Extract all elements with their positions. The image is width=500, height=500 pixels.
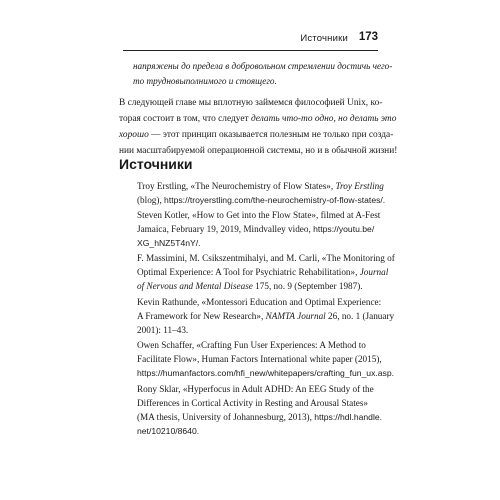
reference-link[interactable]: XG_hNZ5T4nY/.	[137, 238, 201, 248]
reference-line: Jamaica, February 19, 2019, Mindvalley video, https://youtu.be/	[137, 224, 375, 234]
body-line: нии масштабируемой операционной системы, но и в обычной жизни!	[119, 146, 398, 156]
body-line: В следующей главе мы вплотную займемся философией Unix, ко-	[119, 98, 383, 108]
reference-link[interactable]: https://hdl.handle.	[314, 412, 383, 422]
reference-item	[137, 208, 387, 250]
reference-line: Troy Erstling, «The Neurochemistry of Flow States», Troy Erstling	[137, 181, 384, 191]
reference-line: Optimal Experience: A Tool for Psychiatric Rehabilitation», Journal	[137, 267, 389, 277]
section-heading: Источники	[119, 156, 193, 172]
reference-line: (MA thesis, University of Johannesburg, 2013), https://hdl.handle.	[137, 412, 383, 422]
reference-line: Steven Kotler, «How to Get into the Flow State», filmed at A-Fest	[137, 210, 381, 220]
quote-line: напряжены до предела в добровольном стремлении достичь чего-	[133, 61, 393, 71]
reference-link[interactable]: https://youtu.be/	[313, 224, 375, 234]
body-line: хорошо — этот принцип оказывается полезным не только при созда-	[119, 130, 394, 140]
reference-item	[137, 338, 394, 380]
reference-line: F. Massimini, M. Csikszentmihalyi, and M. Carli, «The Monitoring of	[137, 253, 395, 263]
reference-link[interactable]: https://humanfactors.com/hfi_new/whitepapers/crafting_fun_ux.asp.	[137, 368, 394, 378]
body-line: торая состоит в том, что следует делать что-то одно, но делать это	[119, 114, 397, 124]
running-header	[123, 31, 378, 51]
emphasis-text: делать что-то одно, но делать это	[250, 114, 397, 124]
reference-line: Owen Schaffer, «Crafting Fun User Experiences: A Method to	[137, 340, 366, 350]
body-paragraph	[119, 95, 398, 159]
reference-line: Facilitate Flow», Human Factors International white paper (2015),	[137, 354, 382, 364]
quote-line: то трудновыполнимого и стоящего.	[133, 76, 277, 86]
reference-line: Rony Sklar, «Hyperfocus in Adult ADHD: An EEG Study of the	[137, 384, 374, 394]
running-header-title: Источники	[300, 33, 348, 44]
reference-line: A Framework for New Research», NAMTA Journal 26, no. 1 (January	[137, 311, 395, 321]
emphasis-text: хорошо	[119, 130, 149, 140]
reference-line: Differences in Cortical Activity in Resting and Arousal States»	[137, 398, 369, 408]
reference-item	[137, 179, 387, 207]
quote-paragraph	[133, 59, 393, 89]
reference-line: Kevin Rathunde, «Montessori Education and Optimal Experience:	[137, 297, 382, 307]
reference-link[interactable]: net/10210/8640.	[137, 426, 200, 436]
reference-link[interactable]: https://troyerstling.com/the-neurochemistry-of-flow-states/.	[164, 195, 386, 205]
reference-item	[137, 251, 395, 293]
reference-item	[137, 295, 395, 337]
reference-line: 2001): 11–43.	[137, 325, 189, 335]
reference-item	[137, 382, 387, 438]
reference-line: of Nervous and Mental Disease 175, no. 9 (September 1987).	[137, 281, 363, 291]
page-number: 173	[358, 31, 378, 43]
reference-line: (blog), https://troyerstling.com/the-neurochemistry-of-flow-states/.	[137, 195, 386, 205]
